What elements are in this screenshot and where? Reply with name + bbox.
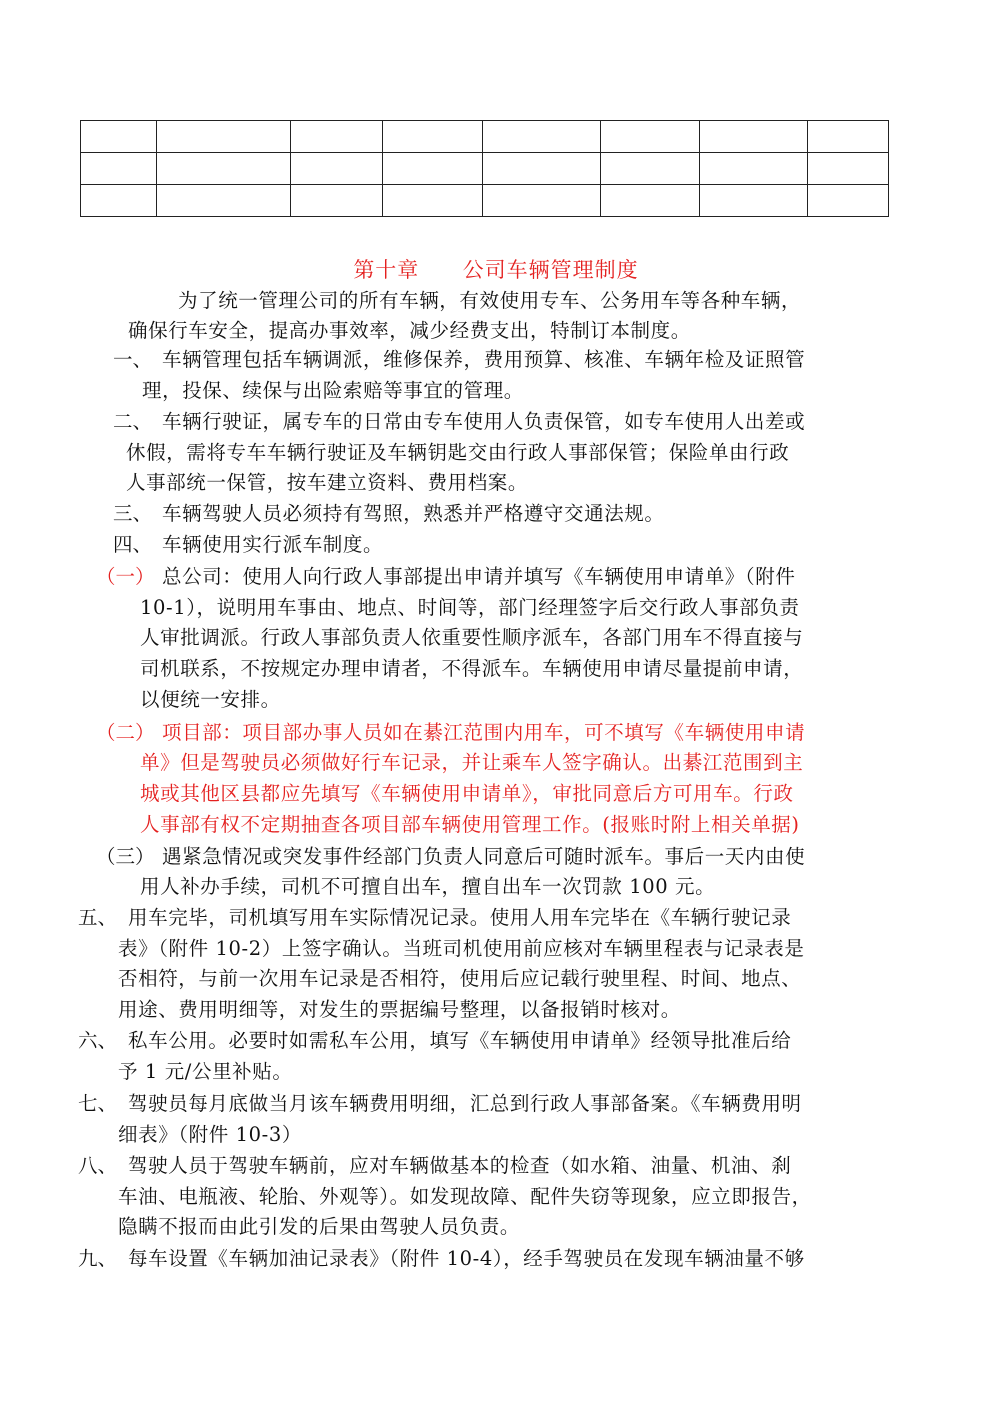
- table-cell: [483, 185, 601, 217]
- item-line: 私车公用。必要时如需私车公用，填写《车辆使用申请单》经领导批准后给: [128, 1029, 792, 1052]
- item-line: 总公司：使用人向行政人事部提出申请并填写《车辆使用申请单》（附件: [162, 565, 796, 588]
- table-cell: [601, 121, 700, 153]
- item-line: 车辆使用实行派车制度。: [162, 533, 384, 556]
- item-number: 三、: [113, 502, 153, 525]
- intro-line: 确保行车安全，提高办事效率，减少经费支出，特制订本制度。: [128, 319, 691, 342]
- item-line: 表》（附件 10-2）上签字确认。当班司机使用前应核对车辆里程表与记录表是: [118, 937, 805, 960]
- item-line: 每车设置《车辆加油记录表》（附件 10-4），经手驾驶员在发现车辆油量不够: [128, 1247, 805, 1270]
- table-cell: [601, 185, 700, 217]
- item-line: 用人补办手续，司机不可擅自出车，擅自出车一次罚款 100 元。: [140, 875, 716, 898]
- table-cell: [157, 185, 291, 217]
- item-line: 人审批调派。行政人事部负责人依重要性顺序派车，各部门用车不得直接与: [140, 626, 804, 649]
- item-number: 一、: [113, 348, 153, 371]
- chapter-title: 第十章 公司车辆管理制度: [353, 258, 639, 282]
- item-line: 隐瞒不报而由此引发的后果由驾驶人员负责。: [118, 1215, 521, 1238]
- item-line: 项目部：项目部办事人员如在綦江范围内用车，可不填写《车辆使用申请: [162, 721, 806, 744]
- item-line: 驾驶员每月底做当月该车辆费用明细，汇总到行政人事部备案。《车辆费用明: [128, 1092, 802, 1115]
- table-row: [81, 153, 889, 185]
- table-cell: [383, 185, 483, 217]
- item-line: 车辆管理包括车辆调派，维修保养，费用预算、核准、车辆年检及证照管: [162, 348, 806, 371]
- item-line: 车油、电瓶液、轮胎、外观等）。如发现故障、配件失窃等现象，应立即报告，: [118, 1185, 812, 1208]
- table-row: [81, 121, 889, 153]
- item-number: 七、: [78, 1092, 118, 1115]
- item-number: （三）: [96, 845, 155, 868]
- table-cell: [700, 185, 808, 217]
- item-line: 单》但是驾驶员必须做好行车记录，并让乘车人签字确认。出綦江范围到主: [140, 751, 804, 774]
- table-cell: [383, 153, 483, 185]
- item-line: 以便统一安排。: [140, 688, 281, 711]
- table-cell: [81, 153, 157, 185]
- item-line: 休假，需将专车车辆行驶证及车辆钥匙交由行政人事部保管；保险单由行政: [126, 441, 790, 464]
- item-line: 10-1），说明用车事由、地点、时间等，部门经理签字后交行政人事部负责: [140, 596, 800, 619]
- item-line: 细表》（附件 10-3）: [118, 1123, 302, 1146]
- table-cell: [81, 185, 157, 217]
- item-line: 司机联系，不按规定办理申请者，不得派车。车辆使用申请尽量提前申请，: [140, 657, 804, 680]
- item-line: 用途、费用明细等，对发生的票据编号整理，以备报销时核对。: [118, 998, 681, 1021]
- blank-table: [80, 120, 889, 217]
- table-cell: [157, 121, 291, 153]
- item-number: （二）: [96, 721, 155, 744]
- table-cell: [808, 153, 889, 185]
- table-cell: [700, 121, 808, 153]
- item-number: 二、: [113, 410, 153, 433]
- item-line: 人事部有权不定期抽查各项目部车辆使用管理工作。(报账时附上相关单据): [140, 813, 800, 836]
- table-cell: [808, 185, 889, 217]
- item-line: 城或其他区县都应先填写《车辆使用申请单》，审批同意后方可用车。行政: [140, 782, 794, 805]
- item-number: 八、: [78, 1154, 118, 1177]
- item-line: 理，投保、续保与出险索赔等事宜的管理。: [142, 379, 524, 402]
- table-cell: [808, 121, 889, 153]
- item-line: 用车完毕，司机填写用车实际情况记录。使用人用车完毕在《车辆行驶记录: [128, 906, 792, 929]
- table-cell: [483, 153, 601, 185]
- table-cell: [700, 153, 808, 185]
- table-cell: [291, 121, 383, 153]
- item-line: 予 1 元/公里补贴。: [118, 1060, 293, 1083]
- table-cell: [81, 121, 157, 153]
- table-cell: [157, 153, 291, 185]
- item-line: 驾驶人员于驾驶车辆前，应对车辆做基本的检查（如水箱、油量、机油、刹: [128, 1154, 792, 1177]
- table-cell: [383, 121, 483, 153]
- table-cell: [483, 121, 601, 153]
- item-line: 人事部统一保管，按车建立资料、费用档案。: [126, 471, 529, 494]
- item-line: 否相符，与前一次用车记录是否相符，使用后应记载行驶里程、时间、地点、: [118, 967, 802, 990]
- item-number: 四、: [113, 533, 153, 556]
- item-number: （一）: [96, 565, 155, 588]
- item-line: 遇紧急情况或突发事件经部门负责人同意后可随时派车。事后一天内由使: [162, 845, 806, 868]
- item-number: 五、: [78, 906, 118, 929]
- table-row: [81, 185, 889, 217]
- item-number: 六、: [78, 1029, 118, 1052]
- item-line: 车辆行驶证，属专车的日常由专车使用人负责保管，如专车使用人出差或: [162, 410, 806, 433]
- table-cell: [291, 153, 383, 185]
- item-line: 车辆驾驶人员必须持有驾照，熟悉并严格遵守交通法规。: [162, 502, 665, 525]
- intro-line: 为了统一管理公司的所有车辆，有效使用专车、公务用车等各种车辆，: [178, 289, 802, 312]
- table-cell: [291, 185, 383, 217]
- item-number: 九、: [78, 1247, 118, 1270]
- table-cell: [601, 153, 700, 185]
